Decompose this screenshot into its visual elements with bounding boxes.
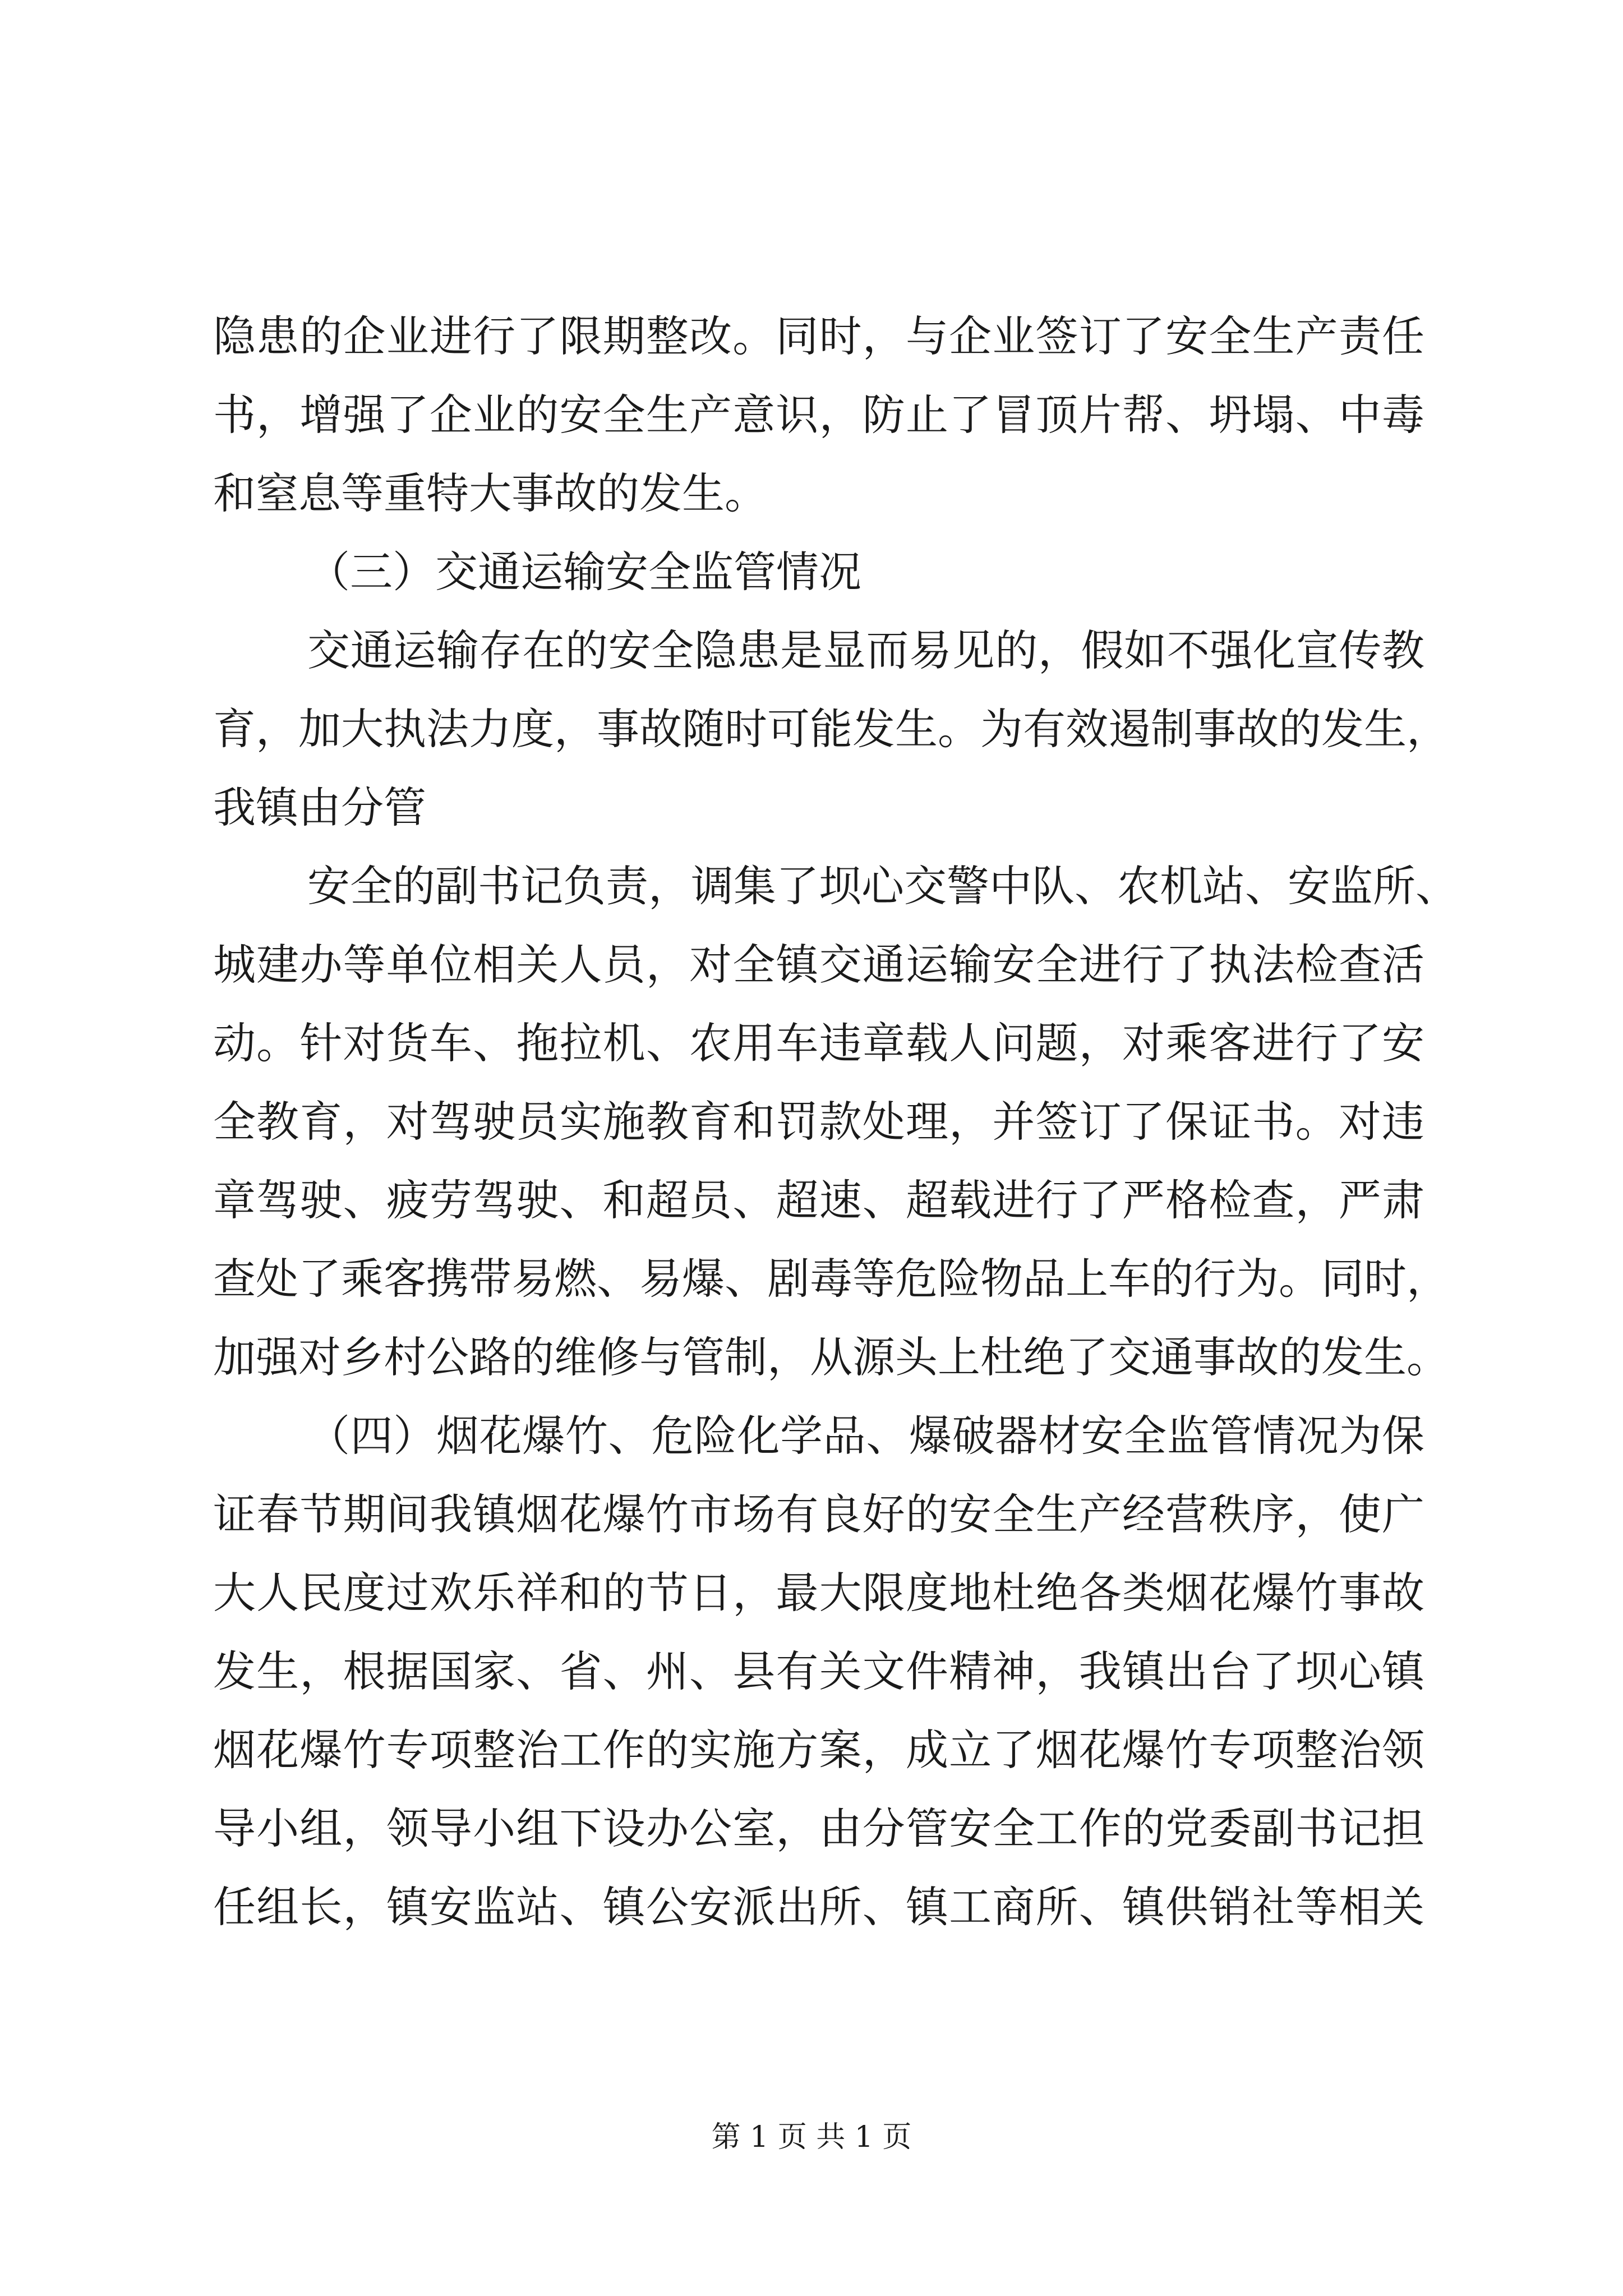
paragraph-3-line-4: 全教育，对驾驶员实施教育和罚款处理，并签订了保证书。对违 — [213, 1097, 1424, 1147]
paragraph-4-line-4: 发生，根据国家、省、州、县有关文件精神，我镇出台了坝心镇 — [213, 1646, 1424, 1696]
paragraph-2-line-2: 育，加大执法力度，事故随时可能发生。为有效遏制事故的发生， — [213, 704, 1449, 754]
section-heading-3: （三）交通运输安全监管情况 — [307, 547, 861, 597]
paragraph-4-line-6: 导小组，领导小组下设办公室，由分管安全工作的党委副书记担 — [213, 1803, 1424, 1853]
paragraph-3-line-7: 加强对乡村公路的维修与管制，从源头上杜绝了交通事故的发生。 — [213, 1332, 1449, 1382]
paragraph-4-line-1: （四）烟花爆竹、危险化学品、爆破器材安全监管情况为保 — [307, 1411, 1424, 1461]
paragraph-4-line-3: 大人民度过欢乐祥和的节日，最大限度地杜绝各类烟花爆竹事故 — [213, 1568, 1424, 1618]
paragraph-2-line-3: 我镇由分管 — [213, 783, 426, 832]
paragraph-4-line-5: 烟花爆竹专项整治工作的实施方案，成立了烟花爆竹专项整治领 — [213, 1725, 1424, 1775]
paragraph-4-line-2: 证春节期间我镇烟花爆竹市场有良好的安全生产经营秩序，使广 — [213, 1489, 1424, 1539]
paragraph-3-line-1: 安全的副书记负责，调集了坝心交警中队、农机站、安监所、 — [307, 861, 1458, 911]
paragraph-4-line-7: 任组长，镇安监站、镇公安派出所、镇工商所、镇供销社等相关 — [213, 1882, 1424, 1932]
paragraph-3-line-5: 章驾驶、疲劳驾驶、和超员、超速、超载进行了严格检查，严肃 — [213, 1175, 1424, 1225]
paragraph-3-line-6: 查处了乘客携带易燃、易爆、剧毒等危险物品上车的行为。同时， — [213, 1254, 1449, 1304]
paragraph-1-line-3: 和窒息等重特大事故的发生。 — [213, 468, 767, 518]
paragraph-1-line-1: 隐患的企业进行了限期整改。同时，与企业签订了安全生产责任 — [213, 311, 1424, 361]
paragraph-1-line-2: 书，增强了企业的安全生产意识，防止了冒顶片帮、坍塌、中毒 — [213, 390, 1424, 440]
paragraph-2-line-1: 交通运输存在的安全隐患是显而易见的，假如不强化宣传教 — [307, 625, 1424, 675]
paragraph-3-line-2: 城建办等单位相关人员，对全镇交通运输安全进行了执法检查活 — [213, 940, 1424, 990]
page-footer: 第 1 页 共 1 页 — [711, 2120, 912, 2154]
paragraph-3-line-3: 动。针对货车、拖拉机、农用车违章载人问题，对乘客进行了安 — [213, 1018, 1424, 1068]
